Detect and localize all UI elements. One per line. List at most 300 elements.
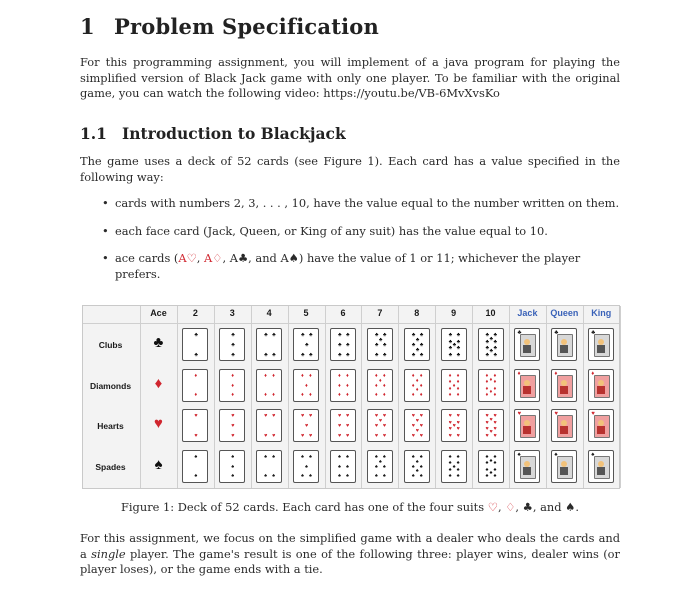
column-header: 6 <box>340 308 346 318</box>
suit-pip-icon: ♠ <box>456 466 460 473</box>
suit-pip-icon: ♠ <box>231 453 235 460</box>
suit-pip-icon: ♥ <box>194 413 198 420</box>
figure-caption <box>80 500 620 514</box>
playing-card <box>588 369 614 402</box>
suit-icon: ♥ <box>153 415 163 432</box>
suit-pip-icon: ♥ <box>337 423 342 429</box>
suit-pip-icon: ♥ <box>305 423 309 429</box>
suit-icon: ♦ <box>154 374 163 392</box>
section-number: 1 <box>80 14 95 39</box>
suit-pip-icon: ♣ <box>411 332 416 339</box>
figure-grid-line <box>325 306 326 488</box>
suit-pip-icon: ♦ <box>485 385 489 392</box>
suit-pip-icon: ♦ <box>419 392 423 399</box>
suit-pip-icon: ♣ <box>448 345 453 352</box>
suit-pip-icon: ♣ <box>493 332 498 339</box>
suit-pip-icon: ♥ <box>419 423 424 429</box>
suit-pip-icon: ♠ <box>419 463 423 470</box>
suit-pip-icon: ♣ <box>231 351 235 358</box>
playing-card <box>514 369 540 402</box>
suit-pip-icon: ♦ <box>337 382 341 389</box>
caption-text: , <box>497 500 506 514</box>
playing-card <box>145 369 171 402</box>
suit-pip-icon: ♦ <box>345 382 349 389</box>
suit-pip-icon: ♠ <box>419 473 423 480</box>
row-header: Clubs <box>98 340 123 350</box>
playing-card <box>441 328 467 361</box>
playing-card <box>182 328 208 361</box>
suit-pip-icon: ♠ <box>493 473 497 480</box>
playing-card <box>478 328 504 361</box>
playing-card <box>551 328 577 361</box>
figure-grid-line <box>251 306 252 488</box>
face-body-icon <box>560 386 568 394</box>
playing-card <box>330 328 356 361</box>
suit-pip-icon: ♣ <box>411 351 416 358</box>
suit-pip-icon: ♦ <box>374 382 378 389</box>
playing-card <box>367 328 393 361</box>
row-header: Hearts <box>97 421 124 431</box>
suit-pip-icon: ♠ <box>345 473 349 480</box>
suit-pip-icon: ♠ <box>309 473 312 480</box>
suit-pip-icon: ♥ <box>489 429 493 435</box>
figure-grid-line <box>546 306 547 488</box>
suit-pip-icon: ♣ <box>345 351 350 358</box>
suit-pip-icon: ♠ <box>194 453 198 460</box>
face-card-picture <box>520 415 536 438</box>
figure-grid-line <box>435 306 436 488</box>
face-card-picture <box>594 375 610 398</box>
playing-card <box>514 328 540 361</box>
suit-pip-icon: ♥ <box>309 413 313 420</box>
playing-card <box>367 450 393 483</box>
suit-pip-icon: ♣ <box>489 336 494 342</box>
subsection-number: 1.1 <box>80 124 107 143</box>
hearts-suit-symbol: ♡ <box>487 500 498 514</box>
playing-card <box>330 409 356 442</box>
suit-pip-icon: ♦ <box>374 392 378 399</box>
suit-pip-icon: ♦ <box>301 372 304 379</box>
row-header: Spades <box>95 461 126 472</box>
suit-pip-icon: ♣ <box>419 342 424 348</box>
suit-pip-icon: ♠ <box>493 466 497 473</box>
suit-pip-icon: ♥ <box>345 432 350 439</box>
playing-card <box>256 450 282 483</box>
suit-pip-icon: ♣ <box>337 332 342 339</box>
suit-icon: ♠ <box>554 451 558 458</box>
suit-pip-icon: ♠ <box>448 473 452 480</box>
list-item <box>102 251 622 282</box>
figure-grid-line <box>288 306 289 488</box>
suit-pip-icon: ♦ <box>194 392 198 399</box>
suit-pip-icon: ♠ <box>264 453 268 460</box>
suit-pip-icon: ♥ <box>489 417 493 423</box>
suit-pip-icon: ♦ <box>419 372 423 379</box>
column-header: 2 <box>192 308 198 318</box>
suit-pip-icon: ♦ <box>231 372 235 379</box>
suit-pip-icon: ♦ <box>382 382 386 389</box>
suit-pip-icon: ♥ <box>374 432 379 439</box>
suit-pip-icon: ♦ <box>231 392 235 399</box>
paragraph-text: player. The game's result is one of the following three: player wins, dealer wins (or player loses), or the game ends with a tie. <box>80 546 620 576</box>
suit-pip-icon: ♥ <box>382 413 387 420</box>
list-item-text: each face card (Jack, Queen, or King of any suit) has the value equal to 10. <box>115 223 548 238</box>
face-card-picture <box>557 334 573 357</box>
suit-pip-icon: ♦ <box>272 392 275 399</box>
playing-card <box>514 409 540 442</box>
suit-pip-icon: ♥ <box>456 432 460 439</box>
suit-pip-icon: ♣ <box>378 337 383 344</box>
suit-pip-icon: ♣ <box>374 351 379 358</box>
suit-pip-icon: ♠ <box>448 460 452 467</box>
game-paragraph <box>80 531 620 578</box>
suit-pip-icon: ♥ <box>485 419 489 426</box>
suit-pip-icon: ♠ <box>419 453 423 460</box>
suit-pip-icon: ♣ <box>448 351 453 358</box>
suit-pip-icon: ♠ <box>309 453 312 460</box>
suit-pip-icon: ♣ <box>456 332 461 339</box>
suit-pip-icon: ♦ <box>489 376 493 383</box>
bullet-icon: • <box>102 223 109 238</box>
suit-pip-icon: ♦ <box>301 392 304 399</box>
suit-pip-icon: ♦ <box>485 379 489 386</box>
list-item-text: , A♣, and A♠) have the value of 1 or 11; whichever the player prefers. <box>115 251 581 281</box>
column-header: Queen <box>550 308 579 318</box>
suit-pip-icon: ♣ <box>485 345 490 352</box>
suit-pip-icon: ♥ <box>272 413 276 420</box>
suit-pip-icon: ♠ <box>272 473 276 480</box>
playing-card <box>219 450 245 483</box>
face-body-icon <box>523 467 531 475</box>
suit-pip-icon: ♠ <box>345 463 349 470</box>
suit-pip-icon: ♦ <box>419 382 423 389</box>
playing-card <box>551 409 577 442</box>
suit-pip-icon: ♣ <box>415 337 420 344</box>
suit-pip-icon: ♣ <box>301 332 305 339</box>
caption-text: , ♣, and ♠. <box>515 500 579 514</box>
suit-pip-icon: ♦ <box>415 377 419 384</box>
playing-card <box>182 409 208 442</box>
suit-pip-icon: ♠ <box>194 473 198 480</box>
playing-card <box>330 450 356 483</box>
suit-pip-icon: ♦ <box>493 392 497 399</box>
suit-icon: ♣ <box>517 330 522 336</box>
suit-pip-icon: ♦ <box>231 382 235 389</box>
column-header: 5 <box>303 308 309 318</box>
suit-pip-icon: ♦ <box>374 372 378 379</box>
suit-pip-icon: ♥ <box>415 418 420 425</box>
suit-pip-icon: ♠ <box>493 460 497 467</box>
suit-pip-icon: ♥ <box>448 432 452 439</box>
playing-card <box>256 369 282 402</box>
suit-pip-icon: ♥ <box>456 419 460 426</box>
suit-pip-icon: ♠ <box>337 463 341 470</box>
suit-pip-icon: ♣ <box>485 332 490 339</box>
column-header: 9 <box>451 308 457 318</box>
playing-card <box>367 409 393 442</box>
playing-card <box>293 328 319 361</box>
diamonds-suit-symbol: ♢ <box>505 500 516 514</box>
suit-pip-icon: ♥ <box>456 413 460 420</box>
face-body-icon <box>523 426 531 434</box>
paragraph-text: For this assignment, we focus on the simplified game with a dealer who deals the cards and a <box>80 531 620 561</box>
section-heading <box>80 14 379 39</box>
suit-pip-icon: ♣ <box>374 332 379 339</box>
playing-card <box>293 369 319 402</box>
suit-pip-icon: ♠ <box>264 473 268 480</box>
playing-card <box>404 369 430 402</box>
suit-pip-icon: ♦ <box>337 392 341 399</box>
suit-pip-icon: ♥ <box>378 418 383 425</box>
playing-card <box>441 450 467 483</box>
suit-pip-icon: ♦ <box>411 372 415 379</box>
suit-pip-icon: ♠ <box>374 453 378 460</box>
face-card-picture <box>594 334 610 357</box>
suit-pip-icon: ♥ <box>345 423 350 429</box>
suit-pip-icon: ♣ <box>456 351 461 358</box>
suit-pip-icon: ♣ <box>345 332 350 339</box>
ace-diamonds-text: A♢ <box>204 251 223 265</box>
column-header: 7 <box>377 308 383 318</box>
suit-pip-icon: ♠ <box>382 453 386 460</box>
suit-pip-icon: ♥ <box>411 413 416 420</box>
suit-icon: ♠ <box>591 451 595 458</box>
suit-pip-icon: ♥ <box>272 432 276 439</box>
suit-pip-icon: ♠ <box>382 463 386 470</box>
face-card-picture <box>557 415 573 438</box>
suit-pip-icon: ♥ <box>448 419 452 426</box>
suit-pip-icon: ♠ <box>345 453 349 460</box>
suit-pip-icon: ♠ <box>382 473 386 480</box>
suit-pip-icon: ♥ <box>194 432 198 439</box>
suit-icon: ♦ <box>591 370 595 377</box>
caption-text: Figure 1: Deck of 52 cards. Each card has one of the four suits <box>121 500 488 514</box>
column-header: 10 <box>485 308 496 318</box>
face-body-icon <box>597 386 605 394</box>
list-item <box>102 224 622 240</box>
section-title: Problem Specification <box>114 14 379 39</box>
suit-pip-icon: ♣ <box>231 332 235 339</box>
suit-pip-icon: ♥ <box>493 413 497 420</box>
suit-pip-icon: ♠ <box>231 473 235 480</box>
suit-pip-icon: ♦ <box>415 387 419 394</box>
suit-pip-icon: ♠ <box>456 460 460 467</box>
playing-card <box>588 409 614 442</box>
suit-icon: ♥ <box>591 411 595 417</box>
suit-pip-icon: ♦ <box>411 382 415 389</box>
suit-pip-icon: ♣ <box>337 351 342 358</box>
deck-paragraph: The game uses a deck of 52 cards (see Figure 1). Each card has a value specified in the following way: <box>80 154 620 184</box>
suit-pip-icon: ♥ <box>337 432 342 439</box>
suit-pip-icon: ♦ <box>485 392 489 399</box>
playing-card <box>145 328 171 361</box>
suit-pip-icon: ♥ <box>231 413 235 420</box>
suit-pip-icon: ♣ <box>411 342 416 348</box>
suit-pip-icon: ♦ <box>452 382 456 389</box>
playing-card <box>182 369 208 402</box>
playing-card <box>404 450 430 483</box>
list-item-text: cards with numbers 2, 3, . . . , 10, have the value equal to the number written on them. <box>115 196 620 210</box>
ace-hearts-text: A♡ <box>178 251 197 265</box>
suit-pip-icon: ♦ <box>382 392 386 399</box>
suit-pip-icon: ♥ <box>231 423 235 429</box>
bullet-icon: • <box>102 251 109 265</box>
suit-pip-icon: ♣ <box>382 351 387 358</box>
column-header: King <box>591 308 612 318</box>
suit-pip-icon: ♦ <box>493 379 497 386</box>
playing-card <box>219 328 245 361</box>
face-body-icon <box>597 426 605 434</box>
figure-grid-line <box>620 306 621 488</box>
playing-card <box>256 328 282 361</box>
suit-pip-icon: ♦ <box>448 392 452 399</box>
column-header: 3 <box>229 308 235 318</box>
suit-icon: ♠ <box>154 455 163 473</box>
playing-card <box>145 409 171 442</box>
face-card-picture <box>520 375 536 398</box>
suit-pip-icon: ♥ <box>415 427 420 434</box>
suit-pip-icon: ♣ <box>272 332 276 339</box>
suit-pip-icon: ♠ <box>448 466 452 473</box>
suit-pip-icon: ♣ <box>309 332 313 339</box>
playing-card <box>514 450 540 483</box>
suit-pip-icon: ♠ <box>456 453 460 460</box>
suit-pip-icon: ♦ <box>485 372 489 379</box>
suit-pip-icon: ♦ <box>448 385 452 392</box>
suit-pip-icon: ♥ <box>309 432 313 439</box>
playing-card <box>145 450 171 483</box>
suit-pip-icon: ♠ <box>301 473 304 480</box>
figure-grid-line <box>398 306 399 488</box>
face-card-picture <box>520 456 536 479</box>
figure-grid-line <box>472 306 473 488</box>
suit-pip-icon: ♦ <box>456 392 460 399</box>
suit-pip-icon: ♣ <box>493 351 498 358</box>
suit-pip-icon: ♥ <box>448 426 452 433</box>
suit-pip-icon: ♦ <box>456 379 460 386</box>
bullet-icon: • <box>102 196 109 210</box>
suit-pip-icon: ♦ <box>493 385 497 392</box>
suit-pip-icon: ♦ <box>378 377 382 384</box>
suit-pip-icon: ♦ <box>337 372 341 379</box>
suit-pip-icon: ♥ <box>345 413 350 420</box>
figure-grid-line <box>214 306 215 488</box>
suit-pip-icon: ♦ <box>309 372 312 379</box>
suit-pip-icon: ♣ <box>264 332 268 339</box>
suit-pip-icon: ♣ <box>309 351 313 358</box>
playing-card <box>330 369 356 402</box>
row-header: Diamonds <box>89 380 132 391</box>
suit-pip-icon: ♥ <box>301 413 305 420</box>
suit-icon: ♥ <box>517 411 521 417</box>
playing-card <box>293 450 319 483</box>
suit-pip-icon: ♥ <box>337 413 342 420</box>
column-header: 8 <box>414 308 420 318</box>
suit-pip-icon: ♥ <box>374 423 379 429</box>
suit-pip-icon: ♥ <box>374 413 379 420</box>
suit-icon: ♠ <box>517 451 521 458</box>
playing-card <box>478 369 504 402</box>
suit-pip-icon: ♣ <box>305 342 309 348</box>
suit-pip-icon: ♣ <box>456 345 461 352</box>
suit-pip-icon: ♠ <box>337 453 341 460</box>
suit-pip-icon: ♥ <box>411 423 416 429</box>
suit-pip-icon: ♦ <box>272 372 275 379</box>
suit-pip-icon: ♦ <box>264 392 267 399</box>
suit-pip-icon: ♣ <box>194 351 198 358</box>
suit-pip-icon: ♣ <box>415 346 420 353</box>
face-body-icon <box>597 467 605 475</box>
suit-pip-icon: ♦ <box>448 372 452 379</box>
suit-pip-icon: ♥ <box>264 432 268 439</box>
suit-pip-icon: ♦ <box>345 372 349 379</box>
suit-pip-icon: ♠ <box>485 473 489 480</box>
suit-pip-icon: ♣ <box>382 342 387 348</box>
suit-pip-icon: ♦ <box>345 392 349 399</box>
playing-card <box>478 409 504 442</box>
suit-pip-icon: ♠ <box>493 453 497 460</box>
suit-pip-icon: ♠ <box>374 473 378 480</box>
suit-pip-icon: ♣ <box>419 332 424 339</box>
suit-pip-icon: ♦ <box>309 392 312 399</box>
figure-grid-line <box>177 306 178 488</box>
figure-grid-line <box>83 323 619 324</box>
suit-pip-icon: ♥ <box>411 432 416 439</box>
suit-pip-icon: ♠ <box>448 453 452 460</box>
suit-pip-icon: ♠ <box>272 453 276 460</box>
suit-pip-icon: ♠ <box>485 460 489 467</box>
suit-icon: ♦ <box>554 370 558 377</box>
playing-card <box>441 409 467 442</box>
suit-pip-icon: ♥ <box>382 432 387 439</box>
suit-pip-icon: ♥ <box>419 432 424 439</box>
face-body-icon <box>560 467 568 475</box>
playing-card <box>367 369 393 402</box>
face-card-picture <box>594 415 610 438</box>
suit-pip-icon: ♠ <box>489 457 493 464</box>
suit-pip-icon: ♣ <box>345 342 350 348</box>
suit-pip-icon: ♥ <box>419 413 424 420</box>
suit-pip-icon: ♣ <box>337 342 342 348</box>
suit-pip-icon: ♠ <box>415 468 419 475</box>
list-item-text: ace cards ( <box>115 251 179 265</box>
face-body-icon <box>597 345 605 353</box>
suit-pip-icon: ♥ <box>264 413 268 420</box>
playing-card <box>219 369 245 402</box>
playing-card <box>551 369 577 402</box>
playing-card <box>588 450 614 483</box>
playing-card <box>182 450 208 483</box>
suit-pip-icon: ♣ <box>448 338 453 345</box>
card-value-list <box>102 196 622 294</box>
intro-paragraph: For this programming assignment, you will implement of a java program for playing the simplified version of Black Jack game with only one player. To be familiar with the original game, you can watch the following video: https://youtu.be/VB-6MvXvsKo <box>80 55 620 100</box>
suit-pip-icon: ♥ <box>493 426 497 433</box>
list-item <box>102 196 622 212</box>
suit-pip-icon: ♦ <box>264 372 267 379</box>
suit-pip-icon: ♣ <box>485 338 490 345</box>
suit-pip-icon: ♠ <box>411 453 415 460</box>
suit-pip-icon: ♠ <box>485 466 489 473</box>
face-body-icon <box>560 426 568 434</box>
playing-card <box>441 369 467 402</box>
suit-pip-icon: ♠ <box>305 463 308 470</box>
figure-grid-line <box>361 306 362 488</box>
suit-pip-icon: ♠ <box>415 458 419 465</box>
column-header: 4 <box>266 308 272 318</box>
suit-pip-icon: ♥ <box>448 413 452 420</box>
subsection-heading <box>80 124 346 143</box>
suit-icon: ♣ <box>554 330 559 336</box>
